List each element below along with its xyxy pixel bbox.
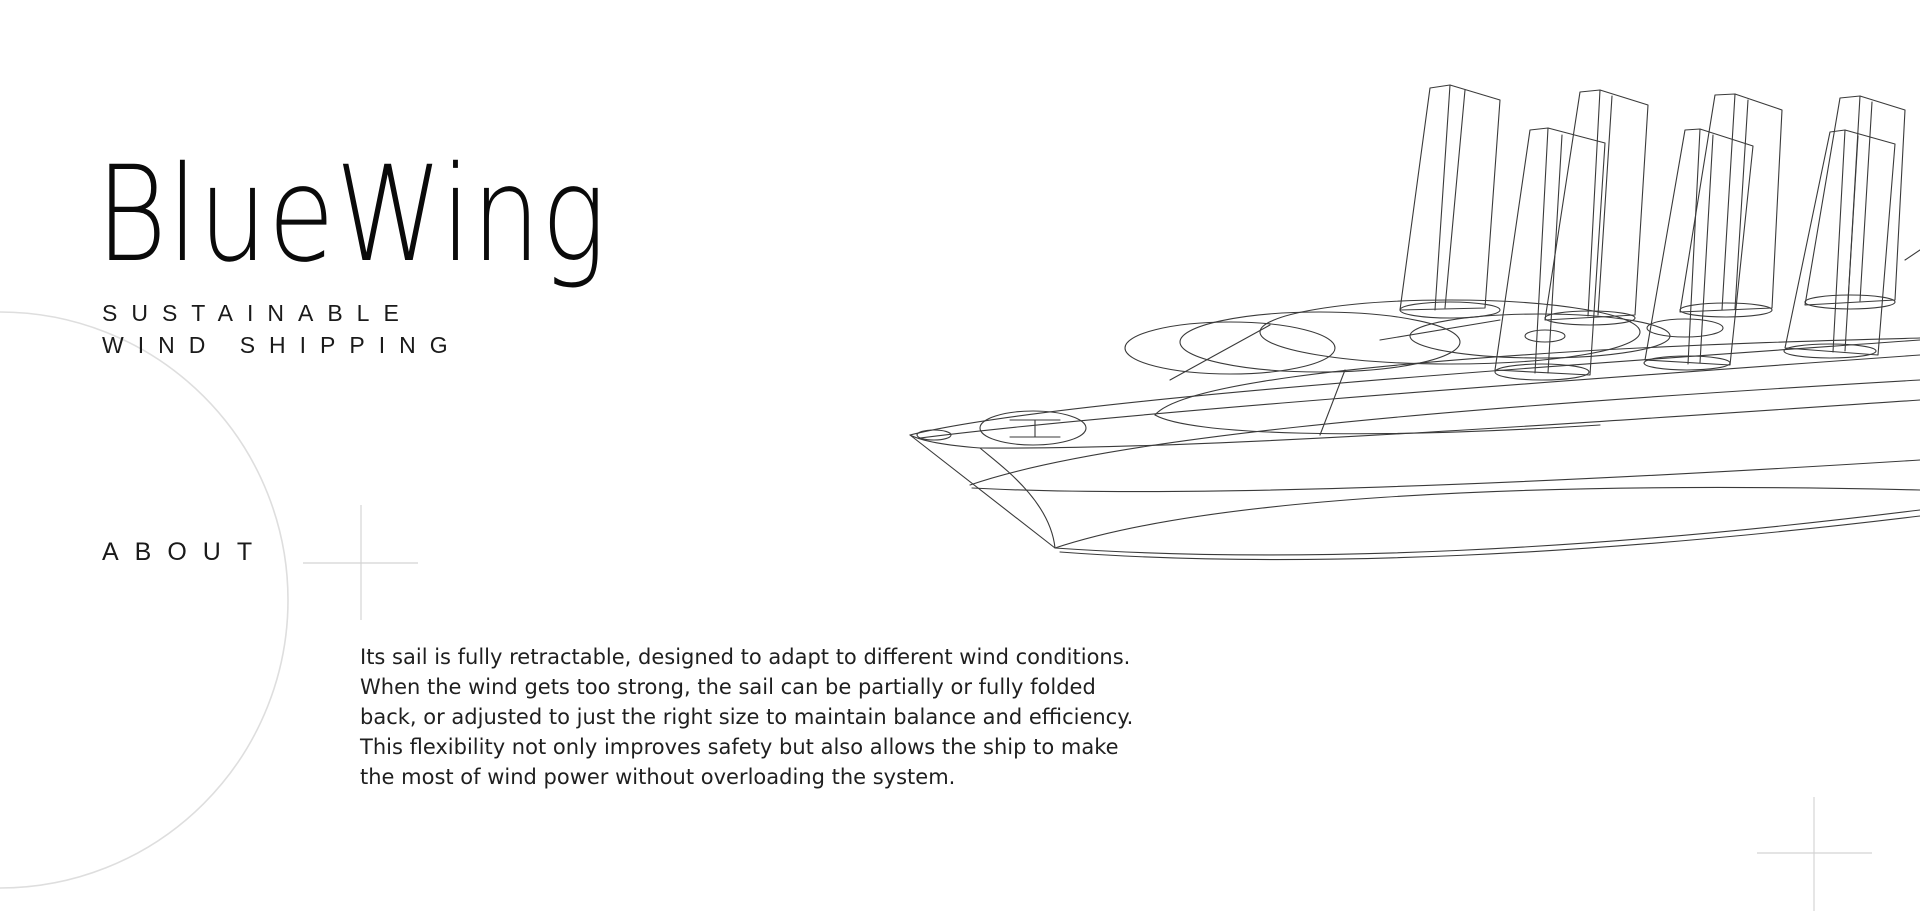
- about-line: This flexibility not only improves safety but also allows the ship to make: [360, 735, 1119, 759]
- about-line: the most of wind power without overloading the system.: [360, 765, 956, 789]
- ship-wireframe-illustration: [900, 80, 1920, 580]
- brand-subtitle: [102, 297, 462, 361]
- ship-sails: [1400, 85, 1920, 380]
- decorative-circle: [0, 312, 288, 888]
- about-paragraph: [360, 642, 1220, 792]
- about-line: Its sail is fully retractable, designed to adapt to different wind conditions.: [360, 645, 1131, 669]
- brand-title: BlueWing: [96, 138, 607, 292]
- crosshair-mark-bottom-right: [1757, 797, 1872, 911]
- about-heading: ABOUT: [102, 538, 269, 566]
- ship-deck: [917, 300, 1920, 445]
- about-line: When the wind gets too strong, the sail can be partially or fully folded: [360, 675, 1096, 699]
- ship-hull: [910, 340, 1920, 560]
- about-line: back, or adjusted to just the right size to maintain balance and efficiency.: [360, 705, 1134, 729]
- crosshair-mark-about: [303, 505, 418, 620]
- subtitle-line: SUSTAINABLE: [102, 300, 413, 326]
- subtitle-line: WIND SHIPPING: [102, 332, 462, 358]
